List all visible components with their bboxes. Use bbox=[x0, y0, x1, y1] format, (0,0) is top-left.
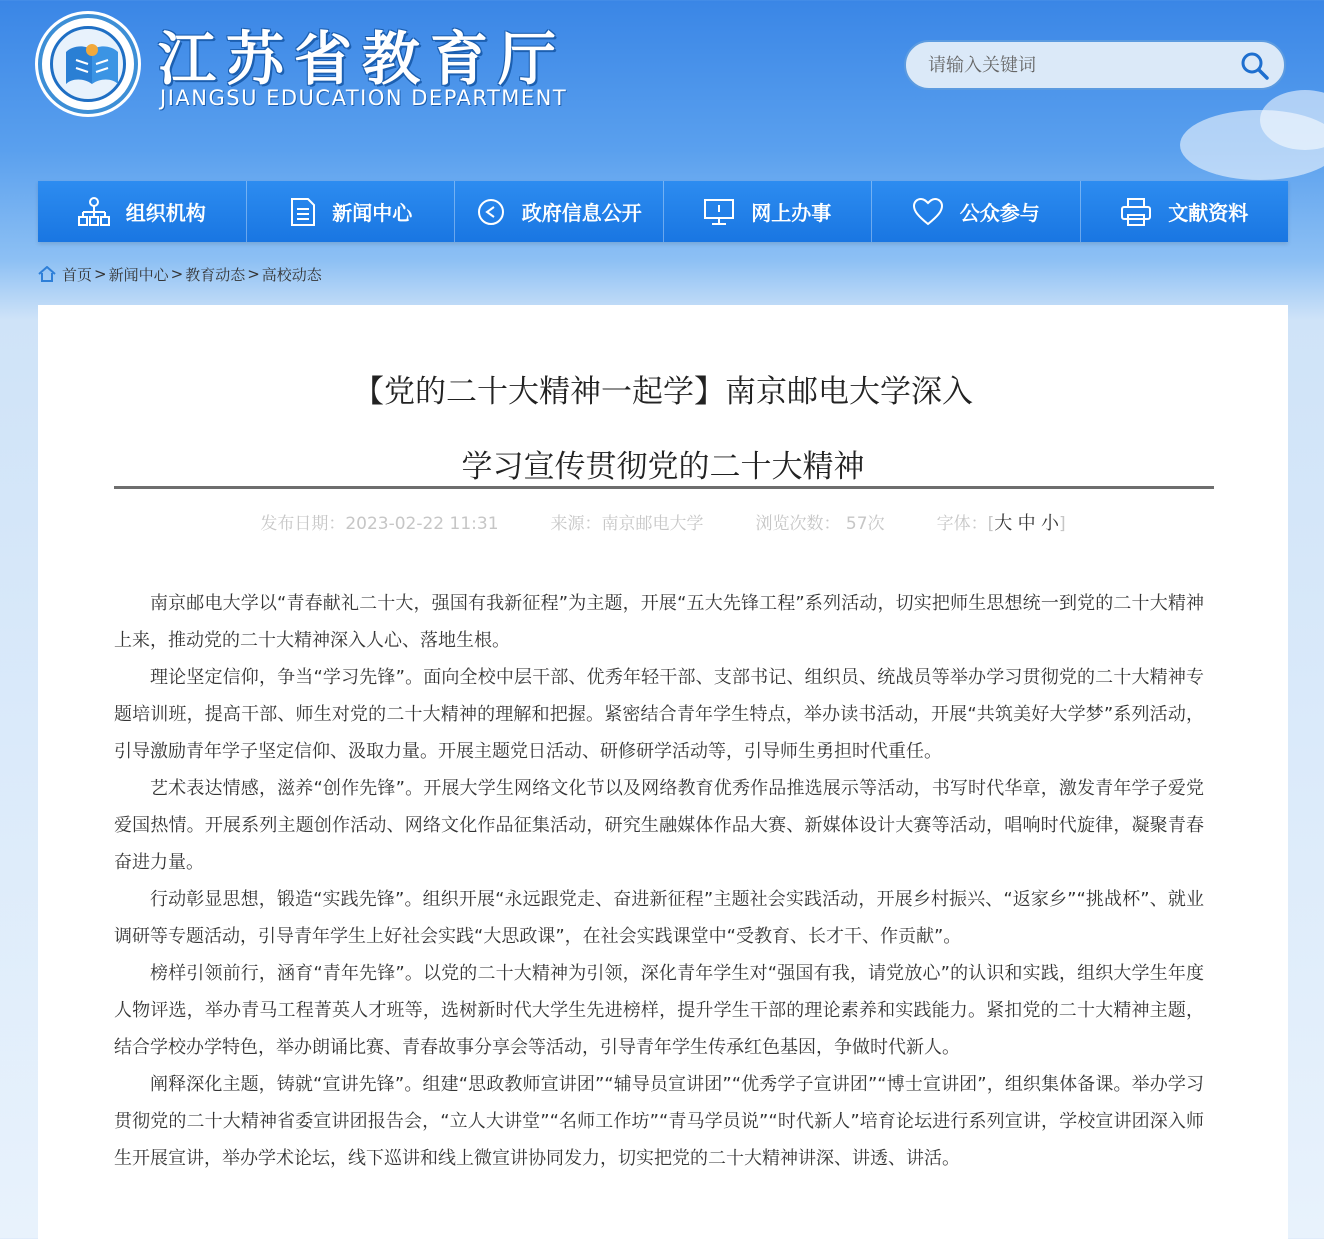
article-meta bbox=[38, 509, 1288, 535]
info-circle-icon bbox=[476, 197, 506, 227]
site-header bbox=[0, 0, 1324, 170]
main-nav bbox=[38, 181, 1288, 242]
nav-label: 文献资料 bbox=[1168, 201, 1249, 225]
book-icon bbox=[62, 40, 122, 96]
font-size-bracket: ] bbox=[1059, 514, 1066, 534]
view-count: 浏览次数： 57次 bbox=[755, 514, 885, 534]
article-title bbox=[38, 355, 1288, 505]
article-paragraph: 理论坚定信仰，争当“学习先锋”。面向全校中层干部、优秀年轻干部、支部书记、组织员、统战员等举办学习贯彻党的二十大精神专题培训班，提高干部、师生对党的二十大精神的理解和把握。紧密结合青年学生特点，举办读书活动，开展“共筑美好大学梦”系列活动，引导激励青年学子坚定信仰、汲取力量。开展主题党日活动、研修研学活动等，引导师生勇担时代重任。 bbox=[114, 667, 1204, 762]
article-panel bbox=[38, 305, 1288, 1239]
nav-item-documents[interactable] bbox=[1081, 181, 1289, 242]
home-icon bbox=[38, 266, 56, 282]
nav-item-public-participation[interactable] bbox=[872, 181, 1081, 242]
document-icon bbox=[288, 197, 316, 227]
font-size-medium-button[interactable]: 中 bbox=[1017, 513, 1036, 534]
nav-item-online-service[interactable] bbox=[664, 181, 873, 242]
article-paragraph: 艺术表达情感，滋养“创作先锋”。开展大学生网络文化节以及网络教育优秀作品推选展示等活动，书写时代华章，激发青年学子爱党爱国热情。开展系列主题创作活动、网络文化作品征集活动，研究生融媒体作品大赛、新媒体设计大赛等活动，唱响时代旋律，凝聚青春奋进力量。 bbox=[114, 778, 1204, 873]
font-size-large-button[interactable]: 大 bbox=[994, 513, 1013, 534]
heart-icon bbox=[912, 197, 944, 227]
font-size-label: 字体：[ bbox=[936, 514, 995, 534]
nav-item-news[interactable] bbox=[247, 181, 456, 242]
article-paragraph: 榜样引领前行，涵育“青年先锋”。以党的二十大精神为引领，深化青年学生对“强国有我，请党放心”的认识和实践，组织大学生年度人物评选，举办青马工程菁英人才班等，选树新时代大学生先进榜样，提升学生干部的理论素养和实践能力。紧扣党的二十大精神主题，结合学校办学特色，举办朗诵比赛、青春故事分享会等活动，引导青年学生传承红色基因，争做时代新人。 bbox=[114, 963, 1204, 1058]
department-logo[interactable] bbox=[38, 14, 138, 114]
org-chart-icon bbox=[78, 197, 110, 227]
site-title: 江苏省教育厅 bbox=[158, 25, 567, 93]
article-body bbox=[114, 585, 1204, 1177]
search-icon[interactable] bbox=[1240, 51, 1270, 81]
article-title-line-2: 学习宣传贯彻党的二十大精神 bbox=[461, 449, 865, 485]
article-title-line-1: 【党的二十大精神一起学】南京邮电大学深入 bbox=[353, 374, 973, 410]
breadcrumb-news-center[interactable]: 新闻中心 bbox=[108, 265, 169, 284]
breadcrumb-separator: > bbox=[94, 265, 107, 283]
publish-date: 发布日期：2023-02-22 11:31 bbox=[260, 514, 499, 534]
breadcrumb-home[interactable]: 首页 bbox=[62, 265, 93, 284]
article-paragraph: 阐释深化主题，铸就“宣讲先锋”。组建“思政教师宣讲团”“辅导员宣讲团”“优秀学子宣讲团”“博士宣讲团”，组织集体备课。举办学习贯彻党的二十大精神省委宣讲团报告会，“立人大讲堂”“名师工作坊”“青马学员说”“时代新人”培育论坛进行系列宣讲，学校宣讲团深入师生开展宣讲，举办学术论坛，线下巡讲和线上微宣讲协同发力，切实把党的二十大精神讲深、讲透、讲活。 bbox=[114, 1074, 1204, 1169]
breadcrumb-separator: > bbox=[247, 265, 260, 283]
site-subtitle: JIANGSU EDUCATION DEPARTMENT bbox=[160, 86, 568, 110]
breadcrumb bbox=[38, 263, 322, 285]
title-divider bbox=[114, 486, 1214, 489]
nav-item-organization[interactable] bbox=[38, 181, 247, 242]
nav-label: 新闻中心 bbox=[332, 201, 413, 225]
article-paragraph: 南京邮电大学以“青春献礼二十大，强国有我新征程”为主题，开展“五大先锋工程”系列活动，切实把师生思想统一到党的二十大精神上来，推动党的二十大精神深入人心、落地生根。 bbox=[114, 593, 1204, 651]
printer-icon bbox=[1120, 197, 1152, 227]
breadcrumb-university-news[interactable]: 高校动态 bbox=[261, 265, 322, 284]
font-size-small-button[interactable]: 小 bbox=[1041, 513, 1060, 534]
breadcrumb-education-news[interactable]: 教育动态 bbox=[185, 265, 246, 284]
nav-label: 组织机构 bbox=[125, 201, 206, 225]
search-input[interactable] bbox=[906, 55, 1226, 76]
article-source: 来源：南京邮电大学 bbox=[550, 514, 704, 534]
article-paragraph: 行动彰显思想，锻造“实践先锋”。组织开展“永远跟党走、奋进新征程”主题社会实践活动，开展乡村振兴、“返家乡”“挑战杯”、就业调研等专题活动，引导青年学生上好社会实践“大思政课”，在社会实践课堂中“受教育、长才干、作贡献”。 bbox=[114, 889, 1204, 947]
monitor-icon bbox=[703, 197, 735, 227]
nav-item-gov-info[interactable] bbox=[455, 181, 664, 242]
nav-label: 网上办事 bbox=[751, 201, 832, 225]
breadcrumb-separator: > bbox=[170, 265, 184, 283]
nav-label: 公众参与 bbox=[959, 201, 1040, 225]
search-box bbox=[904, 40, 1286, 90]
nav-label: 政府信息公开 bbox=[521, 201, 642, 225]
